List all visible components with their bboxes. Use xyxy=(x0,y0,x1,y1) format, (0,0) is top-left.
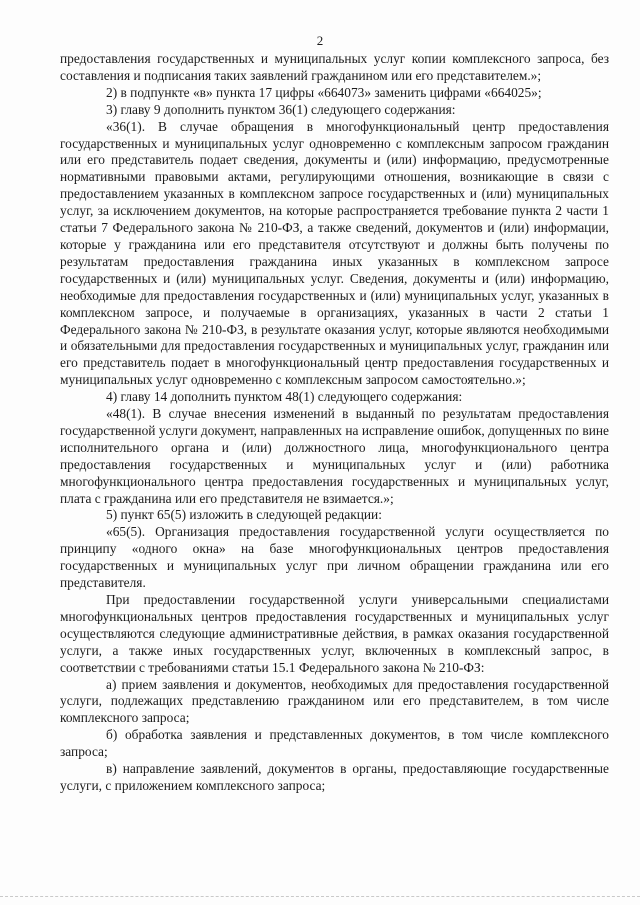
page-bottom-divider xyxy=(0,896,640,897)
paragraph: а) прием заявления и документов, необходимых для предоставления государственной услуги, подлежащих представлению гражданином или его представителем, в том числе комплексного запроса; xyxy=(60,676,609,726)
paragraph: в) направление заявлений, документов в органы, предоставляющие государственные услуги, с приложением комплексного запроса; xyxy=(60,761,609,793)
paragraph: 3) главу 9 дополнить пунктом 36(1) следующего содержания: xyxy=(106,101,456,117)
paragraph: 5) пункт 65(5) изложить в следующей редакции: xyxy=(106,507,382,523)
document-body xyxy=(60,51,609,795)
paragraph: «48(1). В случае внесения изменений в выданный по результатам предоставления государственной услуги документ, направленных на исправление ошибок, допущенных по вине исполнительного органа и (или) должностного лица, многофункционального центра предоставления государственных и муниципальных услуг и (или) работника многофункционального центра предоставления государственных и муниципальных услуг, плата с гражданина или его представителя не взимается.»; xyxy=(60,406,609,506)
paragraph: При предоставлении государственной услуги универсальными специалистами многофункциональных центров предоставления государственных и муниципальных услуг осуществляются следующие административные действия, в рамках оказания государственной услуги, а также иных государственных услуг, включенных в комплексный запрос, в соответствии с требованиями статьи 15.1 Федерального закона № 210-ФЗ: xyxy=(60,592,609,675)
paragraph: 4) главу 14 дополнить пунктом 48(1) следующего содержания: xyxy=(106,389,463,405)
page-number: 2 xyxy=(316,33,324,48)
paragraph: «65(5). Организация предоставления государственной услуги осуществляется по принципу «одного окна» на базе многофункциональных центров предоставления государственных и муниципальных услуг при личном обращении гражданина или его представителя. xyxy=(60,524,609,591)
paragraph: «36(1). В случае обращения в многофункциональный центр предоставления государственных и муниципальных услуг одновременно с комплексным запросом гражданин или его представитель подает сведения, документы и (или) информацию, предусмотренные нормативными правовыми актами, регулирующими отношения, возникающие в связи с предоставлением указанных в комплексном запросе государственных и (или) муниципальных услуг, за исключением документов, на которые распространяется требование пункта 2 части 1 статьи 7 Федерального закона № 210-ФЗ, а также сведений, документов и (или) информации, которые у гражданина или его представителя отсутствуют и должны быть получены по результатам предоставления гражданина иных указанных в комплексном запросе государственных и (или) муниципальных услуг. Сведения, документы и (или) информацию, необходимые для предоставления государственных и (или) муниципальных услуг, указанных в комплексном запросе, и получаемые в организациях, указанных в части 2 статьи 1 Федерального закона № 210-ФЗ, в результате оказания услуг, которые являются необходимыми и обязательными для предоставления государственных и муниципальных услуг, гражданин или его представитель подает в многофункциональный центр предоставления государственных и муниципальных услуг одновременно с комплексным запросом самостоятельно.»; xyxy=(60,118,609,388)
paragraph: предоставления государственных и муниципальных услуг копии комплексного запроса, без составления и подписания таких заявлений гражданином или его представителем.»; xyxy=(60,51,609,83)
paragraph: б) обработка заявления и представленных документов, в том числе комплексного запроса; xyxy=(60,727,609,760)
paragraph: 2) в подпункте «в» пункта 17 цифры «664073» заменить цифрами «664025»; xyxy=(106,84,542,100)
